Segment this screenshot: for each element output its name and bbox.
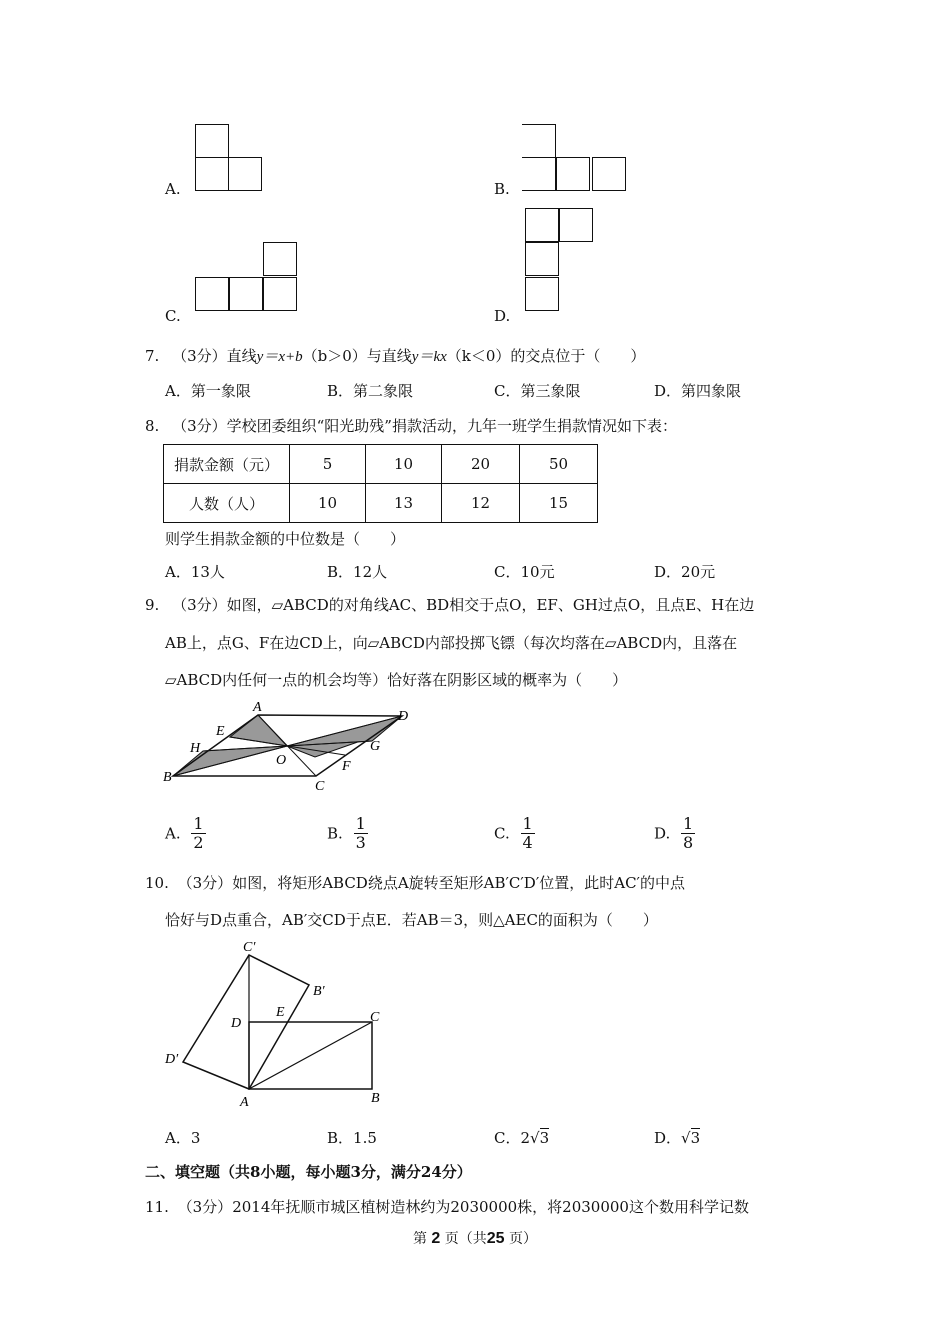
- question-10-line-2: 恰好与D点重合，AB′交CD于点E．若AB＝3，则△AEC的面积为（ ）: [165, 911, 658, 929]
- footer-text: 页（共: [444, 1231, 487, 1247]
- fraction: [521, 815, 535, 852]
- square: [229, 277, 263, 311]
- question-8-follow: 则学生捐款金额的中位数是（ ）: [165, 530, 406, 548]
- numerator: 1: [522, 814, 533, 833]
- radicand: 3: [539, 1129, 550, 1147]
- page-number: 2: [431, 1230, 441, 1247]
- denominator: 2: [193, 833, 204, 852]
- table-cell: 5: [290, 445, 366, 484]
- square: [228, 157, 262, 191]
- option-b: B．第二象限: [327, 382, 414, 400]
- option-label: D．: [654, 1129, 682, 1147]
- table-cell: 20: [442, 445, 520, 484]
- option-b-label: B.: [494, 180, 510, 198]
- radicand: 3: [690, 1129, 701, 1147]
- square: [522, 124, 556, 158]
- option-c-label: C.: [165, 307, 181, 325]
- question-text: 如图，将矩形ABCD绕点A旋转至矩形AB′C′D′位置，此时AC′的中点: [232, 874, 685, 892]
- section-heading: 二、填空题（共8小题，每小题3分，满分24分）: [145, 1163, 472, 1181]
- option-c: [494, 815, 535, 852]
- table-cell: 人数（人）: [164, 484, 290, 523]
- option-c: [494, 1127, 549, 1148]
- table-cell: 10: [366, 445, 442, 484]
- segment-ac: [249, 1022, 372, 1089]
- fraction: [681, 815, 695, 852]
- option-a: [165, 815, 206, 852]
- vertex-label-d-prime: D′: [165, 1052, 179, 1067]
- square: [525, 277, 559, 311]
- question-score: （3分）: [172, 596, 227, 614]
- fraction: [191, 815, 205, 852]
- table-cell: 12: [442, 484, 520, 523]
- vertex-label-e: E: [276, 1005, 285, 1020]
- question-score: （3分）: [177, 874, 233, 892]
- rectangle-rotation-figure: [160, 935, 390, 1110]
- option-label: D.: [654, 824, 671, 843]
- square: [195, 157, 229, 191]
- question-number: 8.: [145, 417, 160, 435]
- option-d: D．第四象限: [654, 382, 742, 400]
- option-value: 3: [190, 1129, 201, 1147]
- square: [525, 242, 559, 276]
- question-score: （3分）: [177, 1198, 233, 1216]
- sqrt-icon: √: [530, 1129, 540, 1147]
- option-c: C．第三象限: [494, 382, 581, 400]
- vertex-label-d: D: [398, 709, 409, 724]
- denominator: 3: [355, 833, 366, 852]
- option-d: [654, 1127, 700, 1148]
- square: [592, 157, 626, 191]
- vertex-label-c: C: [370, 1010, 380, 1025]
- option-label: C．: [494, 1129, 521, 1147]
- square: [263, 277, 297, 311]
- vertex-label-g: G: [370, 739, 381, 754]
- option-a: A．13人: [165, 563, 225, 581]
- total-pages: 25: [486, 1230, 505, 1247]
- square: [195, 124, 229, 158]
- table-cell: 15: [520, 484, 598, 523]
- option-c: C．10元: [494, 563, 555, 581]
- vertex-label-b: B: [371, 1091, 380, 1106]
- question-text: 直线: [226, 347, 257, 365]
- equation: y＝kx: [411, 349, 447, 365]
- option-d: D．20元: [654, 563, 716, 581]
- question-number: 7.: [145, 347, 160, 365]
- table-row: [164, 445, 598, 484]
- vertex-label-o: O: [276, 753, 287, 768]
- footer-text: 页）: [509, 1231, 538, 1247]
- coefficient: 2: [520, 1129, 531, 1147]
- question-score: （3分）: [172, 347, 227, 365]
- question-8: [145, 415, 677, 436]
- condition: （b＞0）: [302, 347, 367, 365]
- question-text: 如图，▱ABCD的对角线AC、BD相交于点O，EF、GH过点O，且点E、H在边: [226, 596, 755, 614]
- table-cell: 10: [290, 484, 366, 523]
- question-11: [145, 1196, 749, 1217]
- square: [195, 277, 229, 311]
- option-b: B．12人: [327, 563, 388, 581]
- option-b: [327, 815, 368, 852]
- question-10: [145, 872, 685, 893]
- fraction: [354, 815, 368, 852]
- option-a-label: A.: [165, 180, 181, 198]
- vertex-label-e: E: [216, 724, 225, 739]
- square: [263, 242, 297, 276]
- sqrt-icon: √: [681, 1129, 691, 1147]
- denominator: 8: [683, 833, 694, 852]
- question-text: 的交点位于（ ）: [510, 347, 646, 365]
- option-label: B．: [327, 1129, 354, 1147]
- question-text: 学校团委组织“阳光助残”捐款活动，九年一班学生捐款情况如下表：: [226, 417, 677, 435]
- option-label: A.: [165, 824, 181, 843]
- donation-table: [163, 444, 598, 523]
- option-a: A．第一象限: [165, 382, 251, 400]
- vertex-label-a: A: [253, 700, 262, 715]
- footer-text: 第: [412, 1231, 427, 1247]
- table-row: [164, 484, 598, 523]
- vertex-label-d: D: [231, 1016, 242, 1031]
- option-value: 1.5: [353, 1129, 377, 1147]
- question-number: 11.: [145, 1198, 169, 1216]
- vertex-label-b-prime: B′: [313, 984, 325, 999]
- numerator: 1: [193, 814, 204, 833]
- table-cell: 13: [366, 484, 442, 523]
- option-label: A．: [165, 1129, 191, 1147]
- numerator: 1: [683, 814, 694, 833]
- vertex-label-c-prime: C′: [243, 940, 256, 955]
- square: [525, 208, 559, 242]
- vertex-label-a: A: [240, 1095, 249, 1110]
- page-footer: [0, 1228, 950, 1248]
- question-9-line-3: ▱ABCD内任何一点的机会均等）恰好落在阴影区域的概率为（ ）: [165, 671, 628, 689]
- question-score: （3分）: [172, 417, 227, 435]
- question-text: 2014年抚顺市城区植树造林约为2030000株，将2030000这个数用科学记数: [232, 1198, 749, 1216]
- numerator: 1: [355, 814, 366, 833]
- option-d: [654, 815, 695, 852]
- condition: （k＜0）: [446, 347, 511, 365]
- option-d-label: D.: [494, 307, 511, 325]
- square: [556, 157, 590, 191]
- question-9: [145, 594, 754, 615]
- vertex-label-c: C: [315, 779, 325, 794]
- option-label: B.: [327, 824, 343, 843]
- vertex-label-b: B: [163, 770, 172, 785]
- vertex-label-h: H: [190, 741, 201, 756]
- equation: y＝x+b: [256, 349, 303, 365]
- square: [559, 208, 593, 242]
- question-text: 与直线: [366, 347, 412, 365]
- square: [522, 157, 556, 191]
- option-a: [165, 1127, 200, 1148]
- question-number: 10.: [145, 874, 169, 892]
- table-cell: 捐款金额（元）: [164, 445, 290, 484]
- parallelogram-figure: [155, 695, 425, 795]
- question-7: [145, 345, 645, 366]
- question-9-line-2: AB上，点G、F在边CD上，向▱ABCD内部投掷飞镖（每次均落在▱ABCD内，且落在: [165, 634, 738, 652]
- table-cell: 50: [520, 445, 598, 484]
- question-number: 9.: [145, 596, 160, 614]
- vertex-label-f: F: [342, 759, 351, 774]
- option-b: [327, 1127, 377, 1148]
- option-label: C.: [494, 824, 510, 843]
- denominator: 4: [522, 833, 533, 852]
